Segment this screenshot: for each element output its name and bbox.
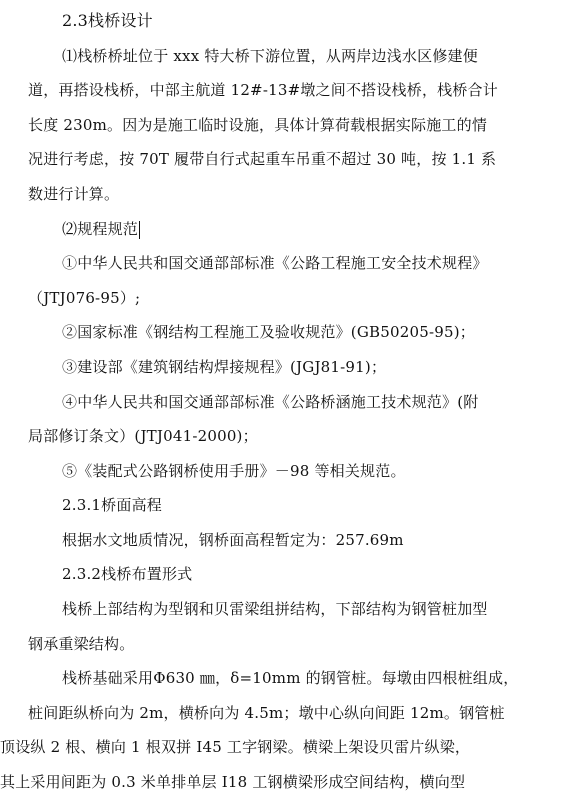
- spec-item-1: ①中华人民共和国交通部部标准《公路工程施工安全技术规程》: [62, 254, 488, 272]
- spec-item-1-cont: （JTJ076-95）;: [28, 289, 141, 307]
- paragraph-line: 道，再搭设栈桥，中部主航道 12#-13#墩之间不搭设栈桥，栈桥合计: [28, 81, 498, 99]
- elevation-paragraph: 根据水文地质情况，钢桥面高程暂定为：257.69m: [62, 531, 404, 549]
- foundation-paragraph-line: 栈桥基础采用Φ630 ㎜，δ=10mm 的钢管桩。每墩由四根桩组成，: [62, 669, 519, 687]
- spec-item-4-cont: 局部修订条文）(JTJ041-2000)；: [28, 427, 258, 445]
- foundation-paragraph-line: 桩间距纵桥向为 2m，横桥向为 4.5m；墩中心纵向间距 12m。钢管桩: [28, 704, 505, 722]
- layout-paragraph-line: 栈桥上部结构为型钢和贝雷梁组拼结构，下部结构为钢管桩加型: [62, 600, 488, 618]
- foundation-paragraph-line: 顶设纵 2 根、横向 1 根双拼 I45 工字钢梁。横梁上架设贝雷片纵梁，: [0, 738, 471, 756]
- spec-item-4: ④中华人民共和国交通部部标准《公路桥涵施工技术规范》(附: [62, 393, 479, 411]
- text-cursor: [139, 221, 140, 239]
- paragraph-line: ⑴栈桥桥址位于 xxx 特大桥下游位置，从两岸边浅水区修建便: [62, 47, 478, 65]
- paragraph-line: 数进行计算。: [28, 185, 120, 203]
- foundation-paragraph-line: 其上采用间距为 0.3 米单排单层 I18 工钢横梁形成空间结构，横向型: [0, 773, 466, 791]
- paragraph-line: 长度 230m。因为是施工临时设施，具体计算荷载根据实际施工的情: [28, 116, 488, 134]
- specs-heading: [62, 219, 566, 239]
- section-heading-2-3-2: 2.3.2栈桥布置形式: [62, 565, 193, 583]
- spec-item-2: ②国家标准《钢结构工程施工及验收规范》(GB50205-95)；: [62, 323, 475, 341]
- spec-item-3: ③建设部《建筑钢结构焊接规程》(JGJ81-91)；: [62, 358, 387, 376]
- spec-item-5: ⑤《装配式公路钢桥使用手册》－98 等相关规范。: [62, 462, 406, 480]
- layout-paragraph-line: 钢承重梁结构。: [28, 635, 135, 653]
- section-heading-2-3-1: 2.3.1桥面高程: [62, 496, 162, 514]
- specs-heading-text: ⑵规程规范: [62, 220, 139, 238]
- paragraph-line: 况进行考虑，按 70T 履带自行式起重车吊重不超过 30 吨，按 1.1 系: [28, 150, 497, 168]
- section-heading-2-3: 2.3栈桥设计: [62, 11, 153, 30]
